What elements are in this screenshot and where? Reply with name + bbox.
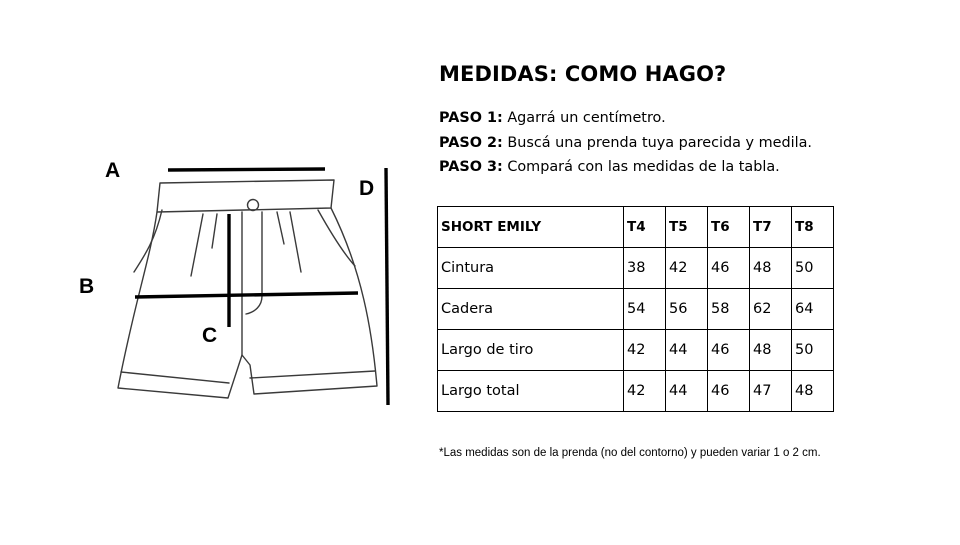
table-row [438,371,834,412]
step-label: PASO 3: [439,159,503,175]
table-cell: 42 [666,248,708,289]
label-d: D [359,177,375,200]
table-cell: 46 [708,371,750,412]
table-row [438,330,834,371]
table-header-cell: T4 [624,207,666,248]
pleat-right-2 [277,212,284,244]
table-cell: 44 [666,330,708,371]
step-text: Agarrá un centímetro. [502,110,666,126]
label-c: C [202,324,218,347]
step-label: PASO 1: [439,110,503,126]
table-cell: 42 [624,371,666,412]
steps-list [439,106,812,180]
table-header-cell: T7 [750,207,792,248]
table-header-cell: T6 [708,207,750,248]
footnote: *Las medidas son de la prenda (no del contorno) y pueden variar 1 o 2 cm. [439,447,821,459]
table-row [438,289,834,330]
step-3 [439,155,812,180]
table-cell: 50 [792,330,834,371]
table-cell: 64 [792,289,834,330]
table-cell: Cadera [438,289,624,330]
table-header-row [438,207,834,248]
step-label: PASO 2: [439,134,503,151]
shorts-diagram [0,0,420,540]
step-1 [439,106,812,131]
table-cell: 48 [750,330,792,371]
table-cell: 48 [750,248,792,289]
table-cell: 46 [708,248,750,289]
button-icon [248,200,259,211]
table-cell: Largo de tiro [438,330,624,371]
right-hem [250,371,375,378]
table-cell: 46 [708,330,750,371]
table-cell: 50 [792,248,834,289]
table-cell: 44 [666,371,708,412]
label-b: B [79,275,95,298]
table-cell: 48 [792,371,834,412]
shorts-outline-icon [0,0,420,540]
step-text: Compará con las medidas de la tabla. [502,159,780,175]
table-header-cell: SHORT EMILY [438,207,624,248]
pleat-left-2 [212,214,217,248]
table-cell: 47 [750,371,792,412]
size-table [437,206,834,412]
table-cell: 42 [624,330,666,371]
left-hem [121,372,229,383]
left-pocket [134,210,162,272]
measure-line-b [135,293,358,297]
fly-stitch [246,212,262,314]
measure-line-a [168,169,325,170]
table-header-cell: T5 [666,207,708,248]
table-cell: Cintura [438,248,624,289]
waistband-outline [157,180,334,212]
pleat-left-1 [191,214,203,276]
table-cell: 58 [708,289,750,330]
label-a: A [105,159,121,182]
measure-line-d [386,168,388,405]
table-cell: 56 [666,289,708,330]
table-cell: 38 [624,248,666,289]
step-text: Buscá una prenda tuya parecida y medila. [502,134,812,151]
table-row [438,248,834,289]
table-cell: Largo total [438,371,624,412]
table-cell: 62 [750,289,792,330]
page-title: MEDIDAS: COMO HAGO? [439,62,727,86]
pleat-right-1 [290,212,301,272]
table-header-cell: T8 [792,207,834,248]
table-cell: 54 [624,289,666,330]
step-2 [439,131,812,156]
shorts-body-outline [118,208,377,398]
